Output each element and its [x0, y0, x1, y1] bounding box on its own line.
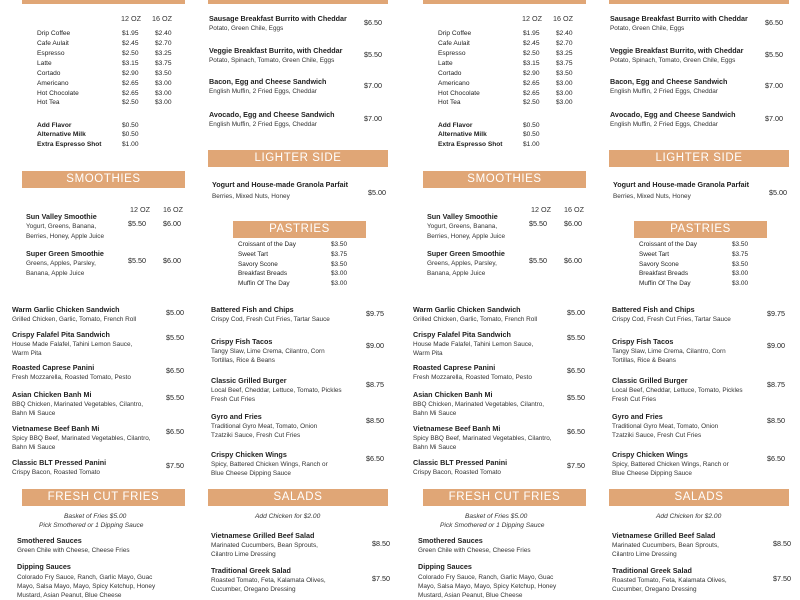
right-breakfast-item-name: Veggie Breakfast Burrito, with Cheddar — [610, 46, 744, 55]
right-coffee-size-12: 12 OZ — [522, 14, 542, 23]
left-sandwich-name: Classic BLT Pressed Panini — [12, 458, 107, 467]
left-fries-dipping-desc: Mustard, Asian Peanut, Blue Cheese — [17, 592, 122, 599]
left-breakfast-item-name: Avocado, Egg and Cheese Sandwich — [209, 110, 335, 119]
left-sandwich-desc: Fresh Mozzarella, Roasted Tomato, Pesto — [12, 374, 131, 381]
right-salad-price: $7.50 — [773, 574, 791, 583]
right-salad-name: Traditional Greek Salad — [612, 566, 692, 575]
right-coffee-item-name: Latte — [438, 60, 453, 67]
left-main-desc: Crispy Cod, Fresh Cut Fries, Tartar Sauce — [211, 316, 330, 323]
left-main-desc: Local Beef, Cheddar, Lettuce, Tomato, Pickles — [211, 387, 342, 394]
right-smoothie-price-12: $5.50 — [529, 256, 547, 265]
left-coffee-price-12: $2.50 — [122, 50, 139, 57]
right-coffee-price-16: $3.25 — [556, 50, 573, 57]
right-main-desc: Tortillas, Rice & Beans — [612, 357, 676, 364]
left-lighter-item-price: $5.00 — [368, 188, 386, 197]
right-addon-price: $1.00 — [523, 141, 540, 148]
right-sandwich-name: Roasted Caprese Panini — [413, 363, 496, 372]
left-sandwich-name: Vietnamese Beef Banh Mi — [12, 424, 100, 433]
left-smoothie-size-16: 16 OZ — [163, 205, 183, 214]
right-sandwich-desc: Bahn Mi Sauce — [413, 444, 457, 451]
left-fries-smothered-name: Smothered Sauces — [17, 536, 82, 545]
right-smoothie-desc: Yogurt, Greens, Banana, — [427, 223, 498, 230]
right-smoothie-price-16: $6.00 — [564, 219, 582, 228]
right-sandwich-price: $7.50 — [567, 461, 585, 470]
right-smoothie-desc: Greens, Apples, Parsley, — [427, 260, 497, 267]
right-main-name: Battered Fish and Chips — [612, 305, 695, 314]
right-smoothie-name: Super Green Smoothie — [427, 249, 505, 258]
right-sandwich-name: Crispy Falafel Pita Sandwich — [413, 330, 511, 339]
left-sandwich-name: Roasted Caprese Panini — [12, 363, 95, 372]
left-pastry-name: Croissant of the Day — [238, 241, 296, 248]
right-salads-note: Add Chicken for $2.00 — [656, 513, 722, 520]
right-coffee-price-12: $1.95 — [523, 30, 540, 37]
right-pastries-header: PASTRIES — [634, 221, 767, 238]
right-smoothie-desc: Berries, Honey, Apple Juice — [427, 233, 506, 240]
right-main-desc: Fresh Cut Fries — [612, 396, 657, 403]
right-addon-price: $0.50 — [523, 131, 540, 138]
right-sandwich-desc: Fresh Mozzarella, Roasted Tomato, Pesto — [413, 374, 532, 381]
left-coffee-price-16: $2.70 — [155, 40, 172, 47]
right-coffee-item-name: Cafe Aulait — [438, 40, 470, 47]
right-salad-desc: Cucumber, Oregano Dressing — [612, 586, 697, 593]
left-smoothie-name: Sun Valley Smoothie — [26, 212, 97, 221]
left-main-name: Gyro and Fries — [211, 412, 262, 421]
left-pastry-name: Muffin Of The Day — [238, 280, 290, 287]
left-pastry-price: $3.50 — [331, 241, 347, 248]
right-sandwich-desc: BBQ Chicken, Marinated Vegetables, Cilantro, — [413, 401, 545, 408]
right-main-price: $8.50 — [767, 416, 785, 425]
right-pastry-price: $3.75 — [732, 251, 748, 258]
right-salad-desc: Cilantro Lime Dressing — [612, 551, 677, 558]
right-sandwich-desc: Spicy BBQ Beef, Marinated Vegetables, Cilantro, — [413, 435, 552, 442]
right-fries-dipping-desc: Mayo, Salsa Mayo, Mayo, Spicy Ketchup, Honey — [418, 583, 557, 590]
right-fries-dipping-name: Dipping Sauces — [418, 562, 472, 571]
left-breakfast-item-price: $7.00 — [364, 114, 382, 123]
left-breakfast-item-desc: English Muffin, 2 Fried Eggs, Cheddar — [209, 121, 317, 128]
right-coffee-item-name: Drip Coffee — [438, 30, 472, 37]
left-main-desc: Blue Cheese Dipping Sauce — [211, 470, 291, 477]
left-breakfast-item-desc: Potato, Spinach, Tomato, Green Chile, Eggs — [209, 57, 335, 64]
left-sandwich-desc: Bahn Mi Sauce — [12, 410, 56, 417]
right-main-desc: Spicy, Battered Chicken Wings, Ranch or — [612, 461, 729, 468]
right-smoothie-price-16: $6.00 — [564, 256, 582, 265]
left-salad-price: $7.50 — [372, 574, 390, 583]
right-pastry-name: Breakfast Breads — [639, 270, 689, 277]
right-coffee-item-name: Cortado — [438, 70, 462, 77]
right-pastry-name: Sweet Tart — [639, 251, 670, 258]
right-sandwich-desc: House Made Falafel, Tahini Lemon Sauce, — [413, 341, 534, 348]
right-salad-desc: Marinated Cucumbers, Bean Sprouts, — [612, 542, 719, 549]
right-main-desc: Tzatziki Sauce, Fresh Cut Fries — [612, 432, 702, 439]
right-main-price: $6.50 — [767, 454, 785, 463]
right-coffee-item-name: Hot Tea — [438, 99, 461, 106]
left-salads-header: SALADS — [208, 489, 388, 506]
right-coffee-price-16: $3.00 — [556, 99, 573, 106]
left-coffee-price-16: $3.50 — [155, 70, 172, 77]
left-smoothies-header: SMOOTHIES — [22, 171, 185, 188]
right-sandwich-desc: Bahn Mi Sauce — [413, 410, 457, 417]
right-smoothie-price-12: $5.50 — [529, 219, 547, 228]
left-addon-price: $0.50 — [122, 131, 139, 138]
right-salad-price: $8.50 — [773, 539, 791, 548]
left-coffee-size-12: 12 OZ — [121, 14, 141, 23]
left-sandwich-desc: Spicy BBQ Beef, Marinated Vegetables, Cilantro, — [12, 435, 151, 442]
left-salad-desc: Marinated Cucumbers, Bean Sprouts, — [211, 542, 318, 549]
right-fries-header: FRESH CUT FRIES — [423, 489, 586, 506]
left-addon-name: Alternative Milk — [37, 131, 86, 138]
left-lighter-side-header: LIGHTER SIDE — [208, 150, 388, 167]
right-coffee-price-12: $2.65 — [523, 80, 540, 87]
right-breakfast-item-name: Sausage Breakfast Burrito with Cheddar — [610, 14, 748, 23]
right-main-desc: Crispy Cod, Fresh Cut Fries, Tartar Sauce — [612, 316, 731, 323]
right-breakfast-item-name: Avocado, Egg and Cheese Sandwich — [610, 110, 736, 119]
right-sandwich-price: $5.50 — [567, 333, 585, 342]
right-fries-smothered-desc: Green Chile with Cheese, Cheese Fries — [418, 547, 531, 554]
section-top-divider — [208, 0, 388, 4]
right-sandwich-name: Asian Chicken Banh Mi — [413, 390, 493, 399]
left-pastry-name: Savory Scone — [238, 261, 278, 268]
left-coffee-price-16: $3.75 — [155, 60, 172, 67]
right-smoothie-size-16: 16 OZ — [564, 205, 584, 214]
right-sandwich-desc: Warm Pita — [413, 350, 443, 357]
left-main-name: Classic Grilled Burger — [211, 376, 287, 385]
right-addon-price: $0.50 — [523, 122, 540, 129]
right-lighter-side-header: LIGHTER SIDE — [609, 150, 789, 167]
left-breakfast-item-price: $7.00 — [364, 81, 382, 90]
left-sandwich-name: Warm Garlic Chicken Sandwich — [12, 305, 120, 314]
left-main-price: $9.75 — [366, 309, 384, 318]
right-coffee-item-name: Espresso — [438, 50, 466, 57]
right-sandwich-name: Warm Garlic Chicken Sandwich — [413, 305, 521, 314]
left-main-desc: Tangy Slaw, Lime Crema, Cilantro, Corn — [211, 348, 325, 355]
left-salad-desc: Cucumber, Oregano Dressing — [211, 586, 296, 593]
right-coffee-price-12: $2.90 — [523, 70, 540, 77]
right-smoothie-name: Sun Valley Smoothie — [427, 212, 498, 221]
left-salad-name: Traditional Greek Salad — [211, 566, 291, 575]
left-main-name: Crispy Chicken Wings — [211, 450, 287, 459]
right-sandwich-desc: Grilled Chicken, Garlic, Tomato, French Roll — [413, 316, 538, 323]
left-pastry-price: $3.75 — [331, 251, 347, 258]
right-fries-dipping-desc: Mustard, Asian Peanut, Blue Cheese — [418, 592, 523, 599]
right-pastry-name: Muffin Of The Day — [639, 280, 691, 287]
right-sandwich-price: $6.50 — [567, 366, 585, 375]
right-addon-name: Alternative Milk — [438, 131, 487, 138]
left-fries-note: Basket of Fries $5.00 — [64, 513, 127, 520]
right-coffee-price-12: $2.45 — [523, 40, 540, 47]
left-smoothie-desc: Banana, Apple Juice — [26, 270, 85, 277]
left-smoothie-price-16: $6.00 — [163, 219, 181, 228]
right-main-price: $9.75 — [767, 309, 785, 318]
left-coffee-item-name: Cortado — [37, 70, 61, 77]
left-main-price: $6.50 — [366, 454, 384, 463]
left-smoothie-name: Super Green Smoothie — [26, 249, 104, 258]
right-main-price: $8.75 — [767, 380, 785, 389]
left-coffee-price-16: $3.00 — [155, 80, 172, 87]
right-coffee-item-name: Hot Chocolate — [438, 90, 480, 97]
left-lighter-item-name: Yogurt and House-made Granola Parfait — [212, 180, 349, 189]
section-top-divider — [22, 0, 185, 4]
left-coffee-price-12: $1.95 — [122, 30, 139, 37]
right-salad-desc: Roasted Tomato, Feta, Kalamata Olives, — [612, 577, 727, 584]
right-main-name: Crispy Fish Tacos — [612, 337, 674, 346]
right-breakfast-item-price: $7.00 — [765, 81, 783, 90]
left-breakfast-item-name: Sausage Breakfast Burrito with Cheddar — [209, 14, 347, 23]
right-sandwich-price: $5.50 — [567, 393, 585, 402]
left-fries-note: Pick Smothered or 1 Dipping Sauce — [39, 522, 144, 529]
left-salad-price: $8.50 — [372, 539, 390, 548]
right-main-desc: Tangy Slaw, Lime Crema, Cilantro, Corn — [612, 348, 726, 355]
left-sandwich-desc: Crispy Bacon, Roasted Tomato — [12, 469, 100, 476]
right-pastry-name: Savory Scone — [639, 261, 679, 268]
left-coffee-price-16: $3.00 — [155, 99, 172, 106]
left-main-desc: Spicy, Battered Chicken Wings, Ranch or — [211, 461, 328, 468]
right-addon-name: Extra Espresso Shot — [438, 141, 503, 148]
right-breakfast-item-desc: Potato, Green Chile, Eggs — [610, 25, 685, 32]
right-salad-name: Vietnamese Grilled Beef Salad — [612, 531, 716, 540]
right-main-desc: Traditional Gyro Meat, Tomato, Onion — [612, 423, 719, 430]
left-addon-price: $0.50 — [122, 122, 139, 129]
left-main-price: $8.75 — [366, 380, 384, 389]
left-salad-name: Vietnamese Grilled Beef Salad — [211, 531, 315, 540]
right-coffee-price-12: $3.15 — [523, 60, 540, 67]
left-salad-desc: Cilantro Lime Dressing — [211, 551, 276, 558]
right-breakfast-item-name: Bacon, Egg and Cheese Sandwich — [610, 77, 728, 86]
left-smoothie-desc: Greens, Apples, Parsley, — [26, 260, 96, 267]
left-main-desc: Tzatziki Sauce, Fresh Cut Fries — [211, 432, 301, 439]
right-addon-name: Add Flavor — [438, 122, 473, 129]
right-breakfast-item-desc: English Muffin, 2 Fried Eggs, Cheddar — [610, 121, 718, 128]
left-pastries-header: PASTRIES — [233, 221, 366, 238]
right-breakfast-item-price: $6.50 — [765, 18, 783, 27]
left-smoothie-price-12: $5.50 — [128, 219, 146, 228]
right-coffee-price-16: $3.50 — [556, 70, 573, 77]
right-coffee-price-12: $2.50 — [523, 99, 540, 106]
right-coffee-price-12: $2.65 — [523, 90, 540, 97]
right-sandwich-price: $5.00 — [567, 308, 585, 317]
left-coffee-price-12: $2.90 — [122, 70, 139, 77]
left-sandwich-desc: Grilled Chicken, Garlic, Tomato, French Roll — [12, 316, 137, 323]
left-main-name: Crispy Fish Tacos — [211, 337, 273, 346]
right-main-price: $9.00 — [767, 341, 785, 350]
right-pastry-price: $3.00 — [732, 280, 748, 287]
left-fries-dipping-desc: Colorado Fry Sauce, Ranch, Garlic Mayo, Guac — [17, 574, 153, 581]
left-smoothie-size-12: 12 OZ — [130, 205, 150, 214]
right-main-name: Gyro and Fries — [612, 412, 663, 421]
right-coffee-price-12: $2.50 — [523, 50, 540, 57]
right-main-name: Classic Grilled Burger — [612, 376, 688, 385]
left-coffee-price-16: $3.00 — [155, 90, 172, 97]
left-main-price: $9.00 — [366, 341, 384, 350]
right-pastry-price: $3.50 — [732, 241, 748, 248]
left-coffee-item-name: Hot Tea — [37, 99, 60, 106]
right-sandwich-name: Vietnamese Beef Banh Mi — [413, 424, 501, 433]
left-smoothie-price-16: $6.00 — [163, 256, 181, 265]
left-sandwich-desc: Bahn Mi Sauce — [12, 444, 56, 451]
right-pastry-price: $3.00 — [732, 270, 748, 277]
right-sandwich-price: $6.50 — [567, 427, 585, 436]
left-salads-note: Add Chicken for $2.00 — [255, 513, 321, 520]
left-addon-name: Add Flavor — [37, 122, 72, 129]
right-main-desc: Blue Cheese Dipping Sauce — [612, 470, 692, 477]
left-main-desc: Fresh Cut Fries — [211, 396, 256, 403]
right-fries-note: Pick Smothered or 1 Dipping Sauce — [440, 522, 545, 529]
left-pastry-name: Sweet Tart — [238, 251, 269, 258]
left-smoothie-desc: Yogurt, Greens, Banana, — [26, 223, 97, 230]
right-breakfast-item-desc: Potato, Spinach, Tomato, Green Chile, Eggs — [610, 57, 736, 64]
left-sandwich-price: $5.50 — [166, 393, 184, 402]
section-top-divider — [609, 0, 789, 4]
left-breakfast-item-name: Veggie Breakfast Burrito, with Cheddar — [209, 46, 343, 55]
left-coffee-item-name: Latte — [37, 60, 52, 67]
left-coffee-item-name: Hot Chocolate — [37, 90, 79, 97]
left-breakfast-item-name: Bacon, Egg and Cheese Sandwich — [209, 77, 327, 86]
left-smoothie-price-12: $5.50 — [128, 256, 146, 265]
left-coffee-size-16: 16 OZ — [152, 14, 172, 23]
right-coffee-item-name: Americano — [438, 80, 470, 87]
left-breakfast-item-price: $5.50 — [364, 50, 382, 59]
right-coffee-price-16: $3.75 — [556, 60, 573, 67]
left-coffee-price-12: $2.45 — [122, 40, 139, 47]
left-sandwich-price: $6.50 — [166, 427, 184, 436]
right-coffee-price-16: $3.00 — [556, 90, 573, 97]
left-sandwich-price: $5.00 — [166, 308, 184, 317]
left-sandwich-desc: BBQ Chicken, Marinated Vegetables, Cilantro, — [12, 401, 144, 408]
left-lighter-item-desc: Berries, Mixed Nuts, Honey — [212, 193, 290, 200]
right-main-name: Crispy Chicken Wings — [612, 450, 688, 459]
left-sandwich-desc: Warm Pita — [12, 350, 42, 357]
left-coffee-item-name: Americano — [37, 80, 69, 87]
left-coffee-price-12: $3.15 — [122, 60, 139, 67]
left-sandwich-name: Asian Chicken Banh Mi — [12, 390, 92, 399]
right-coffee-size-16: 16 OZ — [553, 14, 573, 23]
left-pastry-price: $3.00 — [331, 280, 347, 287]
left-coffee-item-name: Cafe Aulait — [37, 40, 69, 47]
left-sandwich-desc: House Made Falafel, Tahini Lemon Sauce, — [12, 341, 133, 348]
right-main-desc: Local Beef, Cheddar, Lettuce, Tomato, Pickles — [612, 387, 743, 394]
left-coffee-item-name: Drip Coffee — [37, 30, 71, 37]
left-fries-dipping-name: Dipping Sauces — [17, 562, 71, 571]
right-fries-dipping-desc: Colorado Fry Sauce, Ranch, Garlic Mayo, Guac — [418, 574, 554, 581]
right-smoothie-size-12: 12 OZ — [531, 205, 551, 214]
right-coffee-price-16: $3.00 — [556, 80, 573, 87]
left-fries-dipping-desc: Mayo, Salsa Mayo, Mayo, Spicy Ketchup, Honey — [17, 583, 156, 590]
right-salads-header: SALADS — [609, 489, 789, 506]
left-coffee-price-16: $3.25 — [155, 50, 172, 57]
left-pastry-price: $3.00 — [331, 270, 347, 277]
left-coffee-price-12: $2.65 — [122, 80, 139, 87]
right-breakfast-item-price: $7.00 — [765, 114, 783, 123]
left-pastry-name: Breakfast Breads — [238, 270, 288, 277]
left-addon-name: Extra Espresso Shot — [37, 141, 102, 148]
right-pastry-name: Croissant of the Day — [639, 241, 697, 248]
left-salad-desc: Roasted Tomato, Feta, Kalamata Olives, — [211, 577, 326, 584]
left-coffee-price-12: $2.50 — [122, 99, 139, 106]
left-sandwich-price: $6.50 — [166, 366, 184, 375]
left-main-desc: Traditional Gyro Meat, Tomato, Onion — [211, 423, 318, 430]
left-coffee-price-16: $2.40 — [155, 30, 172, 37]
right-breakfast-item-desc: English Muffin, 2 Fried Eggs, Cheddar — [610, 88, 718, 95]
left-fries-header: FRESH CUT FRIES — [22, 489, 185, 506]
right-pastry-price: $3.50 — [732, 261, 748, 268]
left-coffee-price-12: $2.65 — [122, 90, 139, 97]
left-breakfast-item-desc: Potato, Green Chile, Eggs — [209, 25, 284, 32]
left-main-name: Battered Fish and Chips — [211, 305, 294, 314]
left-main-desc: Tortillas, Rice & Beans — [211, 357, 275, 364]
right-sandwich-desc: Crispy Bacon, Roasted Tomato — [413, 469, 501, 476]
left-addon-price: $1.00 — [122, 141, 139, 148]
left-fries-smothered-desc: Green Chile with Cheese, Cheese Fries — [17, 547, 130, 554]
right-fries-note: Basket of Fries $5.00 — [465, 513, 528, 520]
left-breakfast-item-desc: English Muffin, 2 Fried Eggs, Cheddar — [209, 88, 317, 95]
left-coffee-item-name: Espresso — [37, 50, 65, 57]
section-top-divider — [423, 0, 586, 4]
right-lighter-item-desc: Berries, Mixed Nuts, Honey — [613, 193, 691, 200]
right-smoothie-desc: Banana, Apple Juice — [427, 270, 486, 277]
right-breakfast-item-price: $5.50 — [765, 50, 783, 59]
right-sandwich-name: Classic BLT Pressed Panini — [413, 458, 508, 467]
left-main-price: $8.50 — [366, 416, 384, 425]
right-coffee-price-16: $2.40 — [556, 30, 573, 37]
right-fries-smothered-name: Smothered Sauces — [418, 536, 483, 545]
left-sandwich-name: Crispy Falafel Pita Sandwich — [12, 330, 110, 339]
right-lighter-item-price: $5.00 — [769, 188, 787, 197]
right-smoothies-header: SMOOTHIES — [423, 171, 586, 188]
left-sandwich-price: $5.50 — [166, 333, 184, 342]
right-lighter-item-name: Yogurt and House-made Granola Parfait — [613, 180, 750, 189]
left-breakfast-item-price: $6.50 — [364, 18, 382, 27]
right-coffee-price-16: $2.70 — [556, 40, 573, 47]
left-smoothie-desc: Berries, Honey, Apple Juice — [26, 233, 105, 240]
left-sandwich-price: $7.50 — [166, 461, 184, 470]
left-pastry-price: $3.50 — [331, 261, 347, 268]
